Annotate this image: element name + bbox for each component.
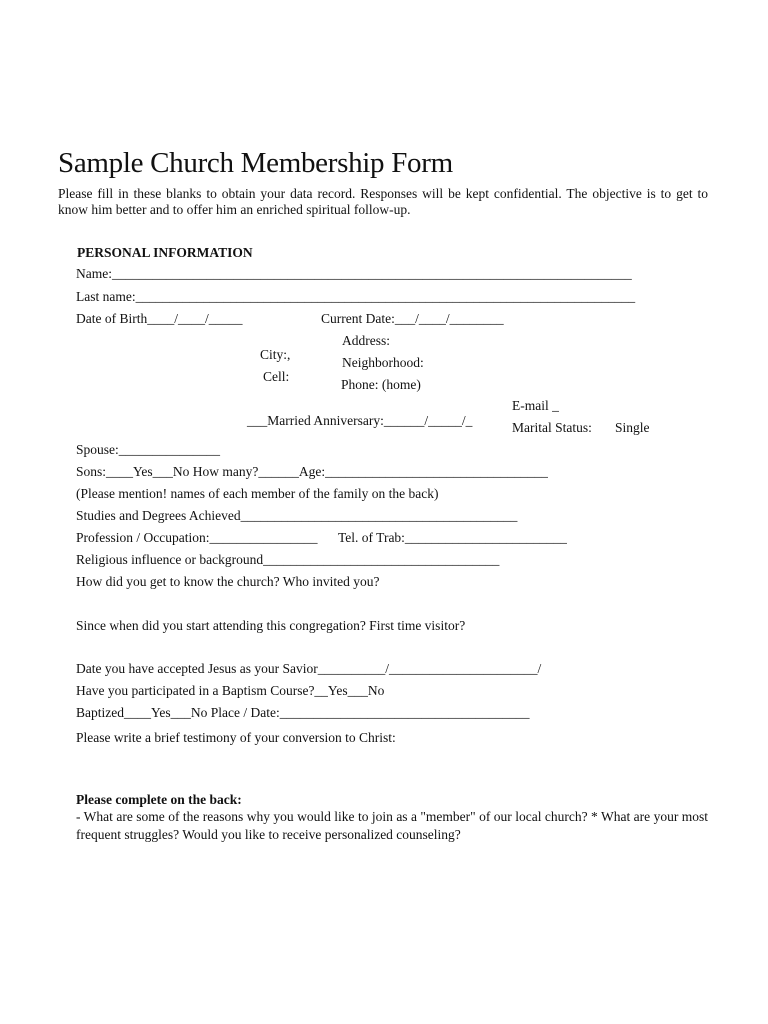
spouse-field[interactable]: Spouse:_______________ — [76, 442, 221, 457]
baptism-course-field[interactable]: Have you participated in a Baptism Course?__Yes___No — [76, 683, 385, 698]
baptized-field[interactable]: Baptized____Yes___No Place / Date:_____________________________________ — [76, 705, 530, 720]
tel-trab-field[interactable]: Tel. of Trab:________________________ — [338, 530, 567, 545]
name-field[interactable]: Name:_____________________________________________________________________________ — [76, 266, 632, 281]
back-heading: Please complete on the back: — [76, 792, 242, 807]
how-know-church-question: How did you get to know the church? Who invited you? — [76, 574, 380, 589]
cell-label: Cell: — [263, 369, 290, 384]
testimony-prompt: Please write a brief testimony of your conversion to Christ: — [76, 730, 396, 745]
last-name-field[interactable]: Last name:__________________________________________________________________________ — [76, 289, 636, 304]
form-intro: Please fill in these blanks to obtain your data record. Responses will be kept confidential. The objective is to get to know him better and to offer him an enriched spiritual follow-up. — [58, 186, 708, 217]
address-label: Address: — [342, 333, 390, 348]
current-date-field[interactable]: Current Date:___/____/________ — [321, 311, 504, 326]
phone-home-label: Phone: (home) — [341, 377, 421, 392]
city-label: City:, — [260, 347, 291, 362]
family-names-note: (Please mention! names of each member of the family on the back) — [76, 486, 439, 501]
back-instructions: - What are some of the reasons why you would like to join as a "member" of our local church? * What are your most frequent struggles? Would you like to receive personalized counseling? — [76, 809, 708, 842]
sons-field[interactable]: Sons:____Yes___No How many?______Age:_________________________________ — [76, 464, 548, 479]
neighborhood-label: Neighborhood: — [342, 355, 424, 370]
studies-field[interactable]: Studies and Degrees Achieved_________________________________________ — [76, 508, 518, 523]
marital-status-label: Marital Status: — [512, 420, 592, 435]
since-when-question: Since when did you start attending this congregation? First time visitor? — [76, 618, 466, 633]
marital-status-value[interactable]: Single — [615, 420, 650, 435]
accepted-jesus-field[interactable]: Date you have accepted Jesus as your Savior__________/______________________/ — [76, 661, 542, 676]
section-heading-personal-information: PERSONAL INFORMATION — [77, 245, 253, 260]
email-field[interactable]: E-mail _ — [512, 398, 559, 413]
profession-field[interactable]: Profession / Occupation:________________ — [76, 530, 318, 545]
form-title: Sample Church Membership Form — [58, 147, 453, 179]
married-anniversary-field[interactable]: ___Married Anniversary:______/_____/_ — [247, 413, 473, 428]
date-of-birth-field[interactable]: Date of Birth____/____/_____ — [76, 311, 243, 326]
religious-background-field[interactable]: Religious influence or background___________________________________ — [76, 552, 500, 567]
